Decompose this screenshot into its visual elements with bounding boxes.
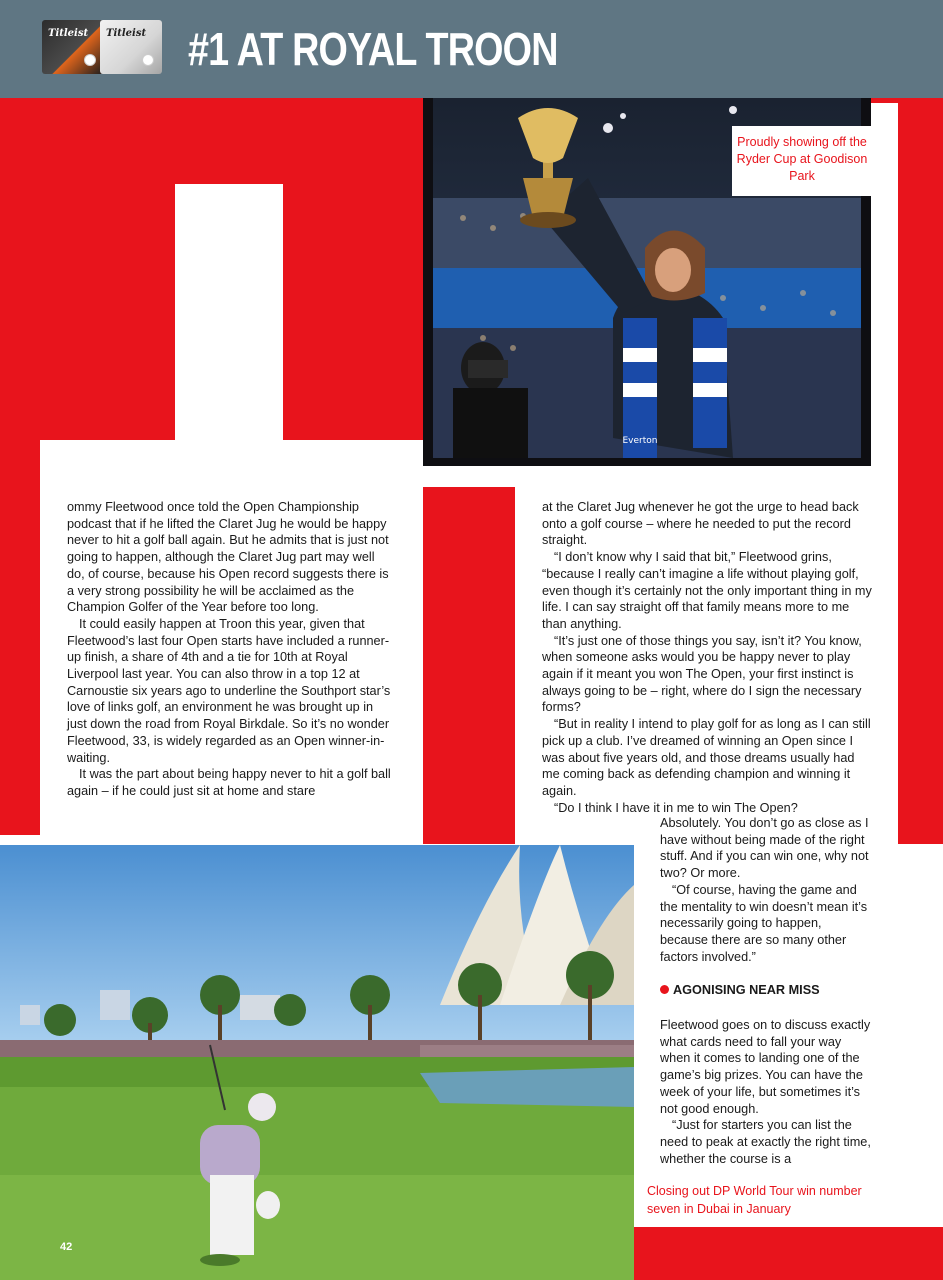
section-subhead [660, 982, 872, 999]
dropcap-t-right-arm [283, 184, 423, 440]
scarf-text: Everton [622, 436, 658, 446]
paragraph: “Of course, having the game and the mentality to win doesn’t mean it’s necessarily going to happen, because there are so many other factors involved.” [660, 882, 868, 964]
paragraph: ommy Fleetwood once told the Open Championship podcast that if he lifted the Claret Jug he would be happy never to hit a golf ball again. But he admits that is just not going to happen, although the Claret Jug part may well do, of course, because his Open record suggests there is a very strong possibility he will be acclaimed as the Champion Golfer of the Year before too long. [67, 500, 389, 615]
paragraph: “Just for starters you can list the need to peak at exactly the right time, whether the course is a [660, 1118, 871, 1166]
paragraph: “It’s just one of those things you say, isn’t it? You know, when someone asks would you be happy never to play again if it meant you won The Open, your first instinct is always going to be – right, where do I sign the necessary forms? [542, 633, 862, 715]
red-bar-bottom [634, 1227, 943, 1280]
paragraph: Fleetwood goes on to discuss exactly what cards need to fall your way when it comes to landing one of the game’s big prizes. You can have the week of your life, but sometimes it’s not good enough. [660, 1018, 871, 1116]
paragraph: It could easily happen at Troon this year, given that Fleetwood’s last four Open starts have included a runner-up finish, a share of 4th and a tie for 10th at Royal Liverpool last year. You can also throw in a top 12 at Carnoustie six years ago to underline the Southport star’s love of links golf, an environment he was brought up in just down the road from Royal Birkdale. So it’s no wonder Fleetwood, 33, is widely regarded as an Open winner-in-waiting. [67, 616, 391, 765]
dubai-golf-photo [0, 845, 634, 1280]
golf-ball-icon [142, 54, 154, 66]
ball-box-light [100, 20, 162, 74]
page-number: 42 [60, 1241, 73, 1253]
photo1-caption: Proudly showing off the Ryder Cup at Goodison Park [732, 126, 872, 196]
red-bar-middle [423, 487, 515, 844]
red-bar-right [898, 98, 943, 844]
red-strip-top-right [871, 98, 898, 103]
golf-ball-icon [84, 54, 96, 66]
article-column-1 [67, 499, 395, 800]
paragraph: “Do I think I have it in me to win The Open? [554, 800, 798, 815]
dropcap-t-left-arm [40, 184, 175, 440]
paragraph: at the Claret Jug whenever he got the urge to head back onto a golf course – where he needed to put the record straight. [542, 500, 859, 548]
ball-box-brand: Titleist [106, 28, 147, 39]
paragraph: It was the part about being happy never to hit a golf ball again – if he could just sit at home and stare [67, 767, 391, 798]
article-column-3 [660, 815, 872, 1167]
page-title: #1 AT ROYAL TROON [188, 23, 558, 75]
subhead-text: AGONISING NEAR MISS [673, 983, 820, 998]
paragraph: “But in reality I intend to play golf for as long as I can still pick up a club. I’ve dreamed of winning an Open since I was about five years old, and those dreams usually had me coming back as defending champion and winning it again. [542, 717, 871, 798]
photo2-caption: Closing out DP World Tour win number seven in Dubai in January [647, 1184, 862, 1216]
ball-box-brand: Titleist [48, 28, 89, 39]
paragraph: “I don’t know why I said that bit,” Fleetwood grins, “because I really can’t imagine a life without playing golf, even though it’s certainly not the only important thing in my life. I can say straight off that family means more to me than anything. [542, 550, 872, 631]
bullet-dot-icon [660, 985, 669, 994]
article-column-2 [542, 499, 872, 816]
ball-box-dark [42, 20, 104, 74]
page-header [0, 0, 943, 98]
paragraph: Absolutely. You don’t go as close as I have without being made of the right stuff. And if you can win one, why not two? Or more. [660, 816, 869, 881]
golf-ball-boxes-image [42, 20, 162, 78]
